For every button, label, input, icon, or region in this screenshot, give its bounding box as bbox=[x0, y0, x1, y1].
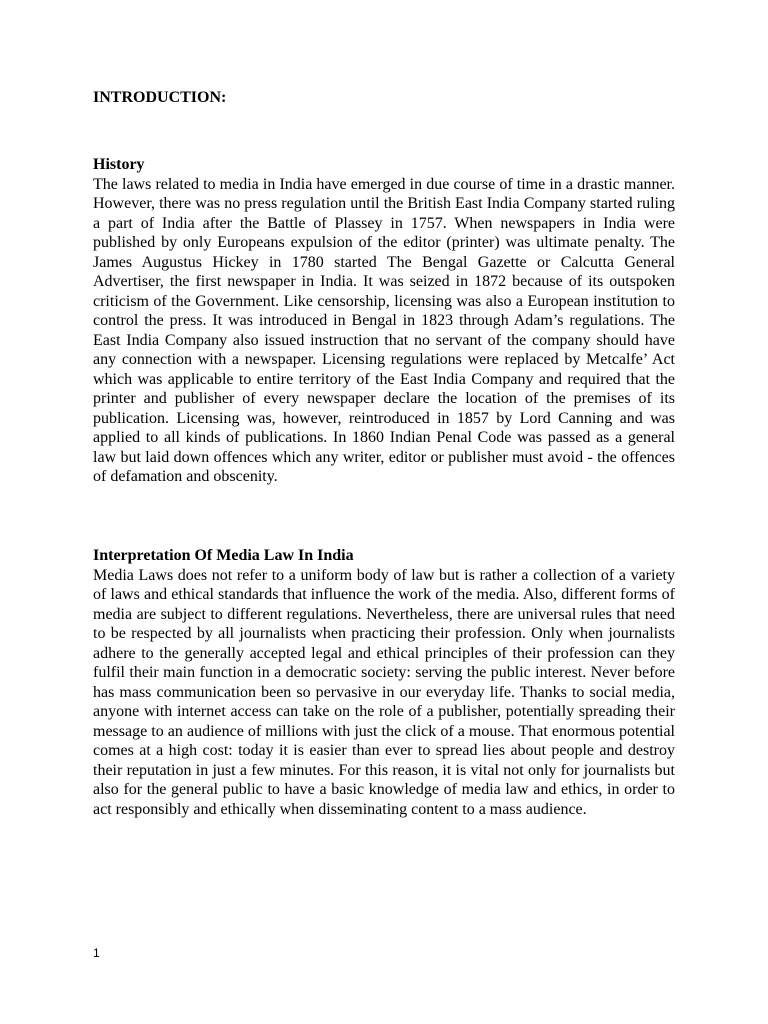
section-interpretation bbox=[93, 546, 675, 819]
section-title-interpretation: Interpretation Of Media Law In India bbox=[93, 547, 354, 564]
section-body-history: The laws related to media in India have emerged in due course of time in a drastic manner. However, there was no press regulation until the British East India Company started ruling a part of India after the Battle of Plassey in 1757. When newspapers in India were published by only Europeans expulsion of the editor (printer) was ultimate penalty. The James Augustus Hickey in 1780 started The Bengal Gazette or Calcutta General Advertiser, the first newspaper in India. It was seized in 1872 because of its outspoken criticism of the Government. Like censorship, licensing was also a European institution to control the press. It was introduced in Bengal in 1823 through Adam’s regulations. The East India Company also issued instruction that no servant of the company should have any connection with a newspaper. Licensing regulations were replaced by Metcalfe’ Act which was applicable to entire territory of the East India Company and required that the printer and publisher of every newspaper declare the location of the premises of its publication. Licensing was, however, reintroduced in 1857 by Lord Canning and was applied to all kinds of publications. In 1860 Indian Penal Code was passed as a general law but laid down offences which any writer, editor or publisher must avoid - the offences of defamation and obscenity. bbox=[93, 175, 675, 485]
section-body-interpretation: Media Laws does not refer to a uniform body of law but is rather a collection of a variety of laws and ethical standards that influence the work of the media. Also, different forms of media are subject to different regulations. Nevertheless, there are universal rules that need to be respected by all journalists when practicing their profession. Only when journalists adhere to the generally accepted legal and ethical principles of their profession can they fulfil their main function in a democratic society: serving the public interest. Never before has mass communication been so pervasive in our everyday life. Thanks to social media, anyone with internet access can take on the role of a publisher, potentially spreading their message to an audience of millions with just the click of a mouse. That enormous potential comes at a high cost: today it is easier than ever to spread lies about people and destroy their reputation in just a few minutes. For this reason, it is vital not only for journalists but also for the general public to have a basic knowledge of media law and ethics, in order to act responsibly and ethically when disseminating content to a mass audience. bbox=[93, 566, 675, 818]
section-history bbox=[93, 155, 675, 487]
document-heading: INTRODUCTION: bbox=[93, 89, 227, 106]
section-title-history: History bbox=[93, 156, 145, 173]
page-number: 1 bbox=[93, 946, 100, 960]
